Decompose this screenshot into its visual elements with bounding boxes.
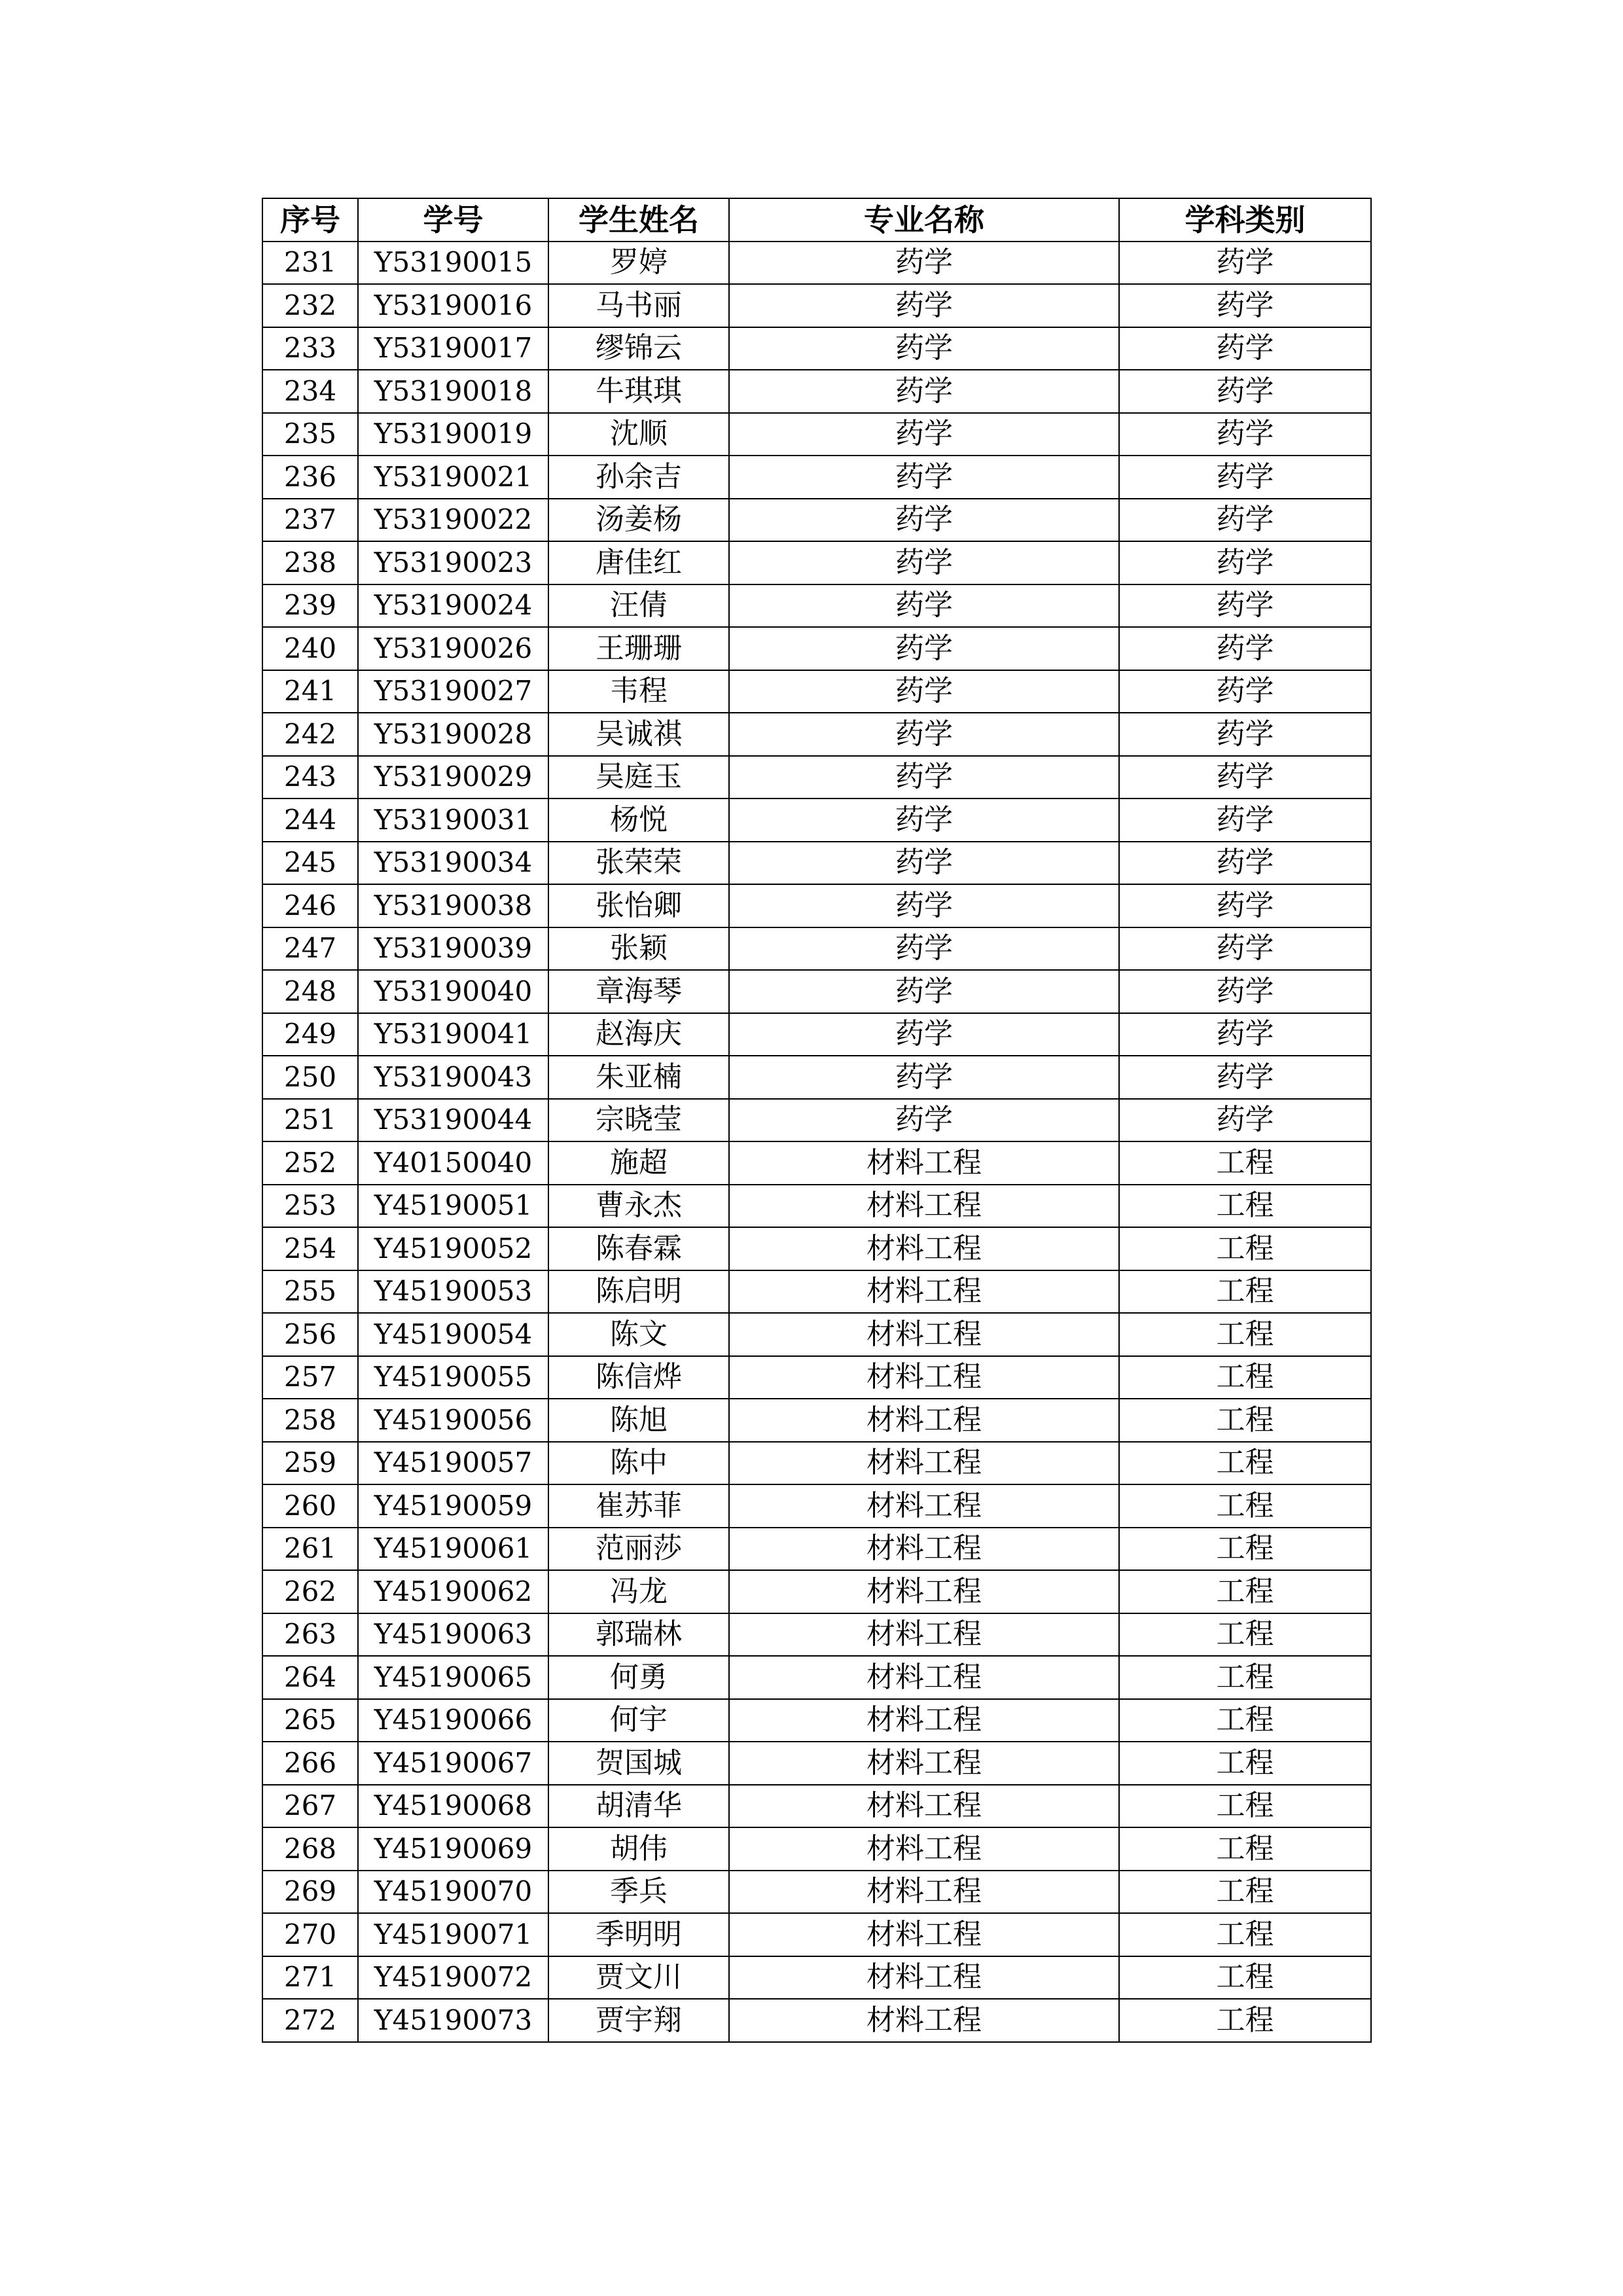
cell-student-name: 季兵 bbox=[548, 1871, 729, 1914]
cell-student-name: 吴庭玉 bbox=[548, 756, 729, 799]
cell-seq: 251 bbox=[262, 1099, 358, 1142]
table-row bbox=[262, 627, 1371, 670]
cell-student-name: 唐佳红 bbox=[548, 541, 729, 584]
cell-discipline: 工程 bbox=[1119, 1613, 1371, 1657]
cell-student-id: Y45190070 bbox=[358, 1871, 548, 1914]
cell-student-id: Y45190061 bbox=[358, 1528, 548, 1571]
table-row bbox=[262, 884, 1371, 927]
cell-major: 材料工程 bbox=[729, 1871, 1119, 1914]
cell-major: 材料工程 bbox=[729, 1913, 1119, 1956]
cell-seq: 238 bbox=[262, 541, 358, 584]
cell-student-id: Y45190072 bbox=[358, 1956, 548, 2000]
table-row bbox=[262, 927, 1371, 971]
cell-seq: 246 bbox=[262, 884, 358, 927]
cell-student-name: 施超 bbox=[548, 1141, 729, 1185]
table-row bbox=[262, 1871, 1371, 1914]
cell-major: 药学 bbox=[729, 927, 1119, 971]
cell-student-name: 张颖 bbox=[548, 927, 729, 971]
cell-student-name: 贺国城 bbox=[548, 1742, 729, 1785]
cell-discipline: 工程 bbox=[1119, 1356, 1371, 1399]
cell-discipline: 药学 bbox=[1119, 327, 1371, 370]
table-row bbox=[262, 584, 1371, 628]
cell-discipline: 工程 bbox=[1119, 1313, 1371, 1356]
table-row bbox=[262, 1699, 1371, 1742]
cell-student-id: Y45190062 bbox=[358, 1570, 548, 1613]
cell-major: 药学 bbox=[729, 370, 1119, 413]
cell-student-id: Y45190059 bbox=[358, 1484, 548, 1528]
cell-student-name: 张怡卿 bbox=[548, 884, 729, 927]
cell-seq: 257 bbox=[262, 1356, 358, 1399]
cell-student-id: Y53190038 bbox=[358, 884, 548, 927]
cell-major: 材料工程 bbox=[729, 1484, 1119, 1528]
cell-seq: 239 bbox=[262, 584, 358, 628]
table-row bbox=[262, 1227, 1371, 1270]
cell-seq: 252 bbox=[262, 1141, 358, 1185]
header-student-name: 学生姓名 bbox=[548, 198, 729, 242]
cell-student-id: Y53190018 bbox=[358, 370, 548, 413]
table-row bbox=[262, 798, 1371, 842]
cell-seq: 268 bbox=[262, 1827, 358, 1871]
cell-major: 材料工程 bbox=[729, 1785, 1119, 1828]
cell-student-name: 罗婷 bbox=[548, 242, 729, 285]
cell-student-id: Y45190055 bbox=[358, 1356, 548, 1399]
cell-discipline: 药学 bbox=[1119, 242, 1371, 285]
cell-discipline: 工程 bbox=[1119, 1528, 1371, 1571]
cell-student-name: 沈顺 bbox=[548, 413, 729, 456]
cell-major: 材料工程 bbox=[729, 1656, 1119, 1699]
cell-student-id: Y40150040 bbox=[358, 1141, 548, 1185]
cell-seq: 264 bbox=[262, 1656, 358, 1699]
cell-student-id: Y53190041 bbox=[358, 1013, 548, 1056]
cell-student-name: 何宇 bbox=[548, 1699, 729, 1742]
cell-seq: 249 bbox=[262, 1013, 358, 1056]
cell-student-id: Y53190034 bbox=[358, 842, 548, 885]
student-list-table bbox=[262, 198, 1372, 2043]
cell-major: 药学 bbox=[729, 842, 1119, 885]
cell-student-id: Y45190054 bbox=[358, 1313, 548, 1356]
cell-student-id: Y45190063 bbox=[358, 1613, 548, 1657]
cell-student-id: Y53190029 bbox=[358, 756, 548, 799]
cell-discipline: 工程 bbox=[1119, 1913, 1371, 1956]
cell-student-name: 朱亚楠 bbox=[548, 1056, 729, 1099]
cell-student-id: Y45190068 bbox=[358, 1785, 548, 1828]
cell-major: 药学 bbox=[729, 884, 1119, 927]
cell-discipline: 药学 bbox=[1119, 1013, 1371, 1056]
cell-student-id: Y53190039 bbox=[358, 927, 548, 971]
cell-student-id: Y45190057 bbox=[358, 1442, 548, 1485]
cell-student-name: 陈中 bbox=[548, 1442, 729, 1485]
cell-student-id: Y45190052 bbox=[358, 1227, 548, 1270]
cell-student-name: 张荣荣 bbox=[548, 842, 729, 885]
cell-seq: 245 bbox=[262, 842, 358, 885]
cell-seq: 234 bbox=[262, 370, 358, 413]
cell-student-id: Y53190017 bbox=[358, 327, 548, 370]
table-row bbox=[262, 413, 1371, 456]
table-row bbox=[262, 242, 1371, 285]
cell-seq: 236 bbox=[262, 456, 358, 499]
table-row bbox=[262, 1270, 1371, 1314]
cell-major: 材料工程 bbox=[729, 1442, 1119, 1485]
cell-major: 药学 bbox=[729, 670, 1119, 713]
cell-major: 材料工程 bbox=[729, 1956, 1119, 2000]
cell-student-id: Y45190066 bbox=[358, 1699, 548, 1742]
table-row bbox=[262, 499, 1371, 542]
header-student-id: 学号 bbox=[358, 198, 548, 242]
cell-major: 材料工程 bbox=[729, 1185, 1119, 1228]
cell-discipline: 工程 bbox=[1119, 1785, 1371, 1828]
cell-student-id: Y53190024 bbox=[358, 584, 548, 628]
cell-major: 药学 bbox=[729, 627, 1119, 670]
cell-student-name: 贾宇翔 bbox=[548, 1999, 729, 2042]
cell-student-name: 郭瑞林 bbox=[548, 1613, 729, 1657]
cell-student-name: 陈旭 bbox=[548, 1399, 729, 1442]
cell-student-id: Y45190073 bbox=[358, 1999, 548, 2042]
table-row bbox=[262, 1999, 1371, 2042]
cell-major: 药学 bbox=[729, 327, 1119, 370]
cell-seq: 233 bbox=[262, 327, 358, 370]
cell-major: 材料工程 bbox=[729, 1999, 1119, 2042]
cell-discipline: 药学 bbox=[1119, 970, 1371, 1013]
table-row bbox=[262, 1785, 1371, 1828]
cell-student-name: 陈启明 bbox=[548, 1270, 729, 1314]
cell-student-id: Y45190071 bbox=[358, 1913, 548, 1956]
cell-student-id: Y53190028 bbox=[358, 713, 548, 756]
cell-discipline: 工程 bbox=[1119, 1827, 1371, 1871]
cell-seq: 243 bbox=[262, 756, 358, 799]
cell-major: 药学 bbox=[729, 970, 1119, 1013]
cell-discipline: 工程 bbox=[1119, 1956, 1371, 2000]
cell-student-name: 韦程 bbox=[548, 670, 729, 713]
table-row bbox=[262, 284, 1371, 327]
cell-major: 药学 bbox=[729, 713, 1119, 756]
cell-student-name: 贾文川 bbox=[548, 1956, 729, 2000]
cell-discipline: 工程 bbox=[1119, 1699, 1371, 1742]
cell-student-name: 季明明 bbox=[548, 1913, 729, 1956]
cell-student-id: Y45190069 bbox=[358, 1827, 548, 1871]
cell-student-id: Y45190067 bbox=[358, 1742, 548, 1785]
cell-seq: 259 bbox=[262, 1442, 358, 1485]
table-row bbox=[262, 1827, 1371, 1871]
table-row bbox=[262, 1442, 1371, 1485]
cell-major: 药学 bbox=[729, 242, 1119, 285]
header-discipline: 学科类别 bbox=[1119, 198, 1371, 242]
table-row bbox=[262, 456, 1371, 499]
cell-student-id: Y53190016 bbox=[358, 284, 548, 327]
cell-discipline: 药学 bbox=[1119, 842, 1371, 885]
cell-student-id: Y45190065 bbox=[358, 1656, 548, 1699]
cell-discipline: 工程 bbox=[1119, 1399, 1371, 1442]
cell-seq: 269 bbox=[262, 1871, 358, 1914]
table-row bbox=[262, 1528, 1371, 1571]
cell-student-id: Y53190040 bbox=[358, 970, 548, 1013]
cell-major: 材料工程 bbox=[729, 1399, 1119, 1442]
cell-discipline: 药学 bbox=[1119, 284, 1371, 327]
cell-discipline: 药学 bbox=[1119, 627, 1371, 670]
cell-seq: 263 bbox=[262, 1613, 358, 1657]
table-row bbox=[262, 1013, 1371, 1056]
cell-student-name: 牛琪琪 bbox=[548, 370, 729, 413]
cell-seq: 260 bbox=[262, 1484, 358, 1528]
table-row bbox=[262, 970, 1371, 1013]
header-major: 专业名称 bbox=[729, 198, 1119, 242]
cell-seq: 262 bbox=[262, 1570, 358, 1613]
table-row bbox=[262, 1956, 1371, 2000]
cell-student-id: Y53190026 bbox=[358, 627, 548, 670]
cell-seq: 253 bbox=[262, 1185, 358, 1228]
cell-student-name: 崔苏菲 bbox=[548, 1484, 729, 1528]
cell-discipline: 工程 bbox=[1119, 1442, 1371, 1485]
table-row bbox=[262, 1742, 1371, 1785]
table-row bbox=[262, 713, 1371, 756]
cell-seq: 240 bbox=[262, 627, 358, 670]
cell-discipline: 药学 bbox=[1119, 413, 1371, 456]
cell-student-name: 章海琴 bbox=[548, 970, 729, 1013]
cell-discipline: 工程 bbox=[1119, 1656, 1371, 1699]
cell-discipline: 药学 bbox=[1119, 670, 1371, 713]
cell-seq: 272 bbox=[262, 1999, 358, 2042]
cell-discipline: 药学 bbox=[1119, 584, 1371, 628]
cell-discipline: 药学 bbox=[1119, 1056, 1371, 1099]
table-row bbox=[262, 1356, 1371, 1399]
cell-seq: 232 bbox=[262, 284, 358, 327]
cell-seq: 231 bbox=[262, 242, 358, 285]
cell-student-name: 杨悦 bbox=[548, 798, 729, 842]
cell-discipline: 药学 bbox=[1119, 541, 1371, 584]
cell-student-id: Y53190019 bbox=[358, 413, 548, 456]
cell-seq: 244 bbox=[262, 798, 358, 842]
cell-seq: 256 bbox=[262, 1313, 358, 1356]
cell-discipline: 工程 bbox=[1119, 1227, 1371, 1270]
cell-seq: 235 bbox=[262, 413, 358, 456]
table-row bbox=[262, 842, 1371, 885]
cell-student-name: 胡清华 bbox=[548, 1785, 729, 1828]
cell-discipline: 工程 bbox=[1119, 1185, 1371, 1228]
cell-major: 材料工程 bbox=[729, 1570, 1119, 1613]
cell-student-name: 何勇 bbox=[548, 1656, 729, 1699]
table-row bbox=[262, 1656, 1371, 1699]
cell-student-name: 汤姜杨 bbox=[548, 499, 729, 542]
table-row bbox=[262, 370, 1371, 413]
cell-discipline: 工程 bbox=[1119, 1742, 1371, 1785]
cell-major: 材料工程 bbox=[729, 1270, 1119, 1314]
cell-major: 材料工程 bbox=[729, 1227, 1119, 1270]
cell-major: 药学 bbox=[729, 1056, 1119, 1099]
table-row bbox=[262, 1313, 1371, 1356]
cell-student-id: Y45190056 bbox=[358, 1399, 548, 1442]
cell-major: 药学 bbox=[729, 584, 1119, 628]
cell-student-name: 汪倩 bbox=[548, 584, 729, 628]
cell-major: 材料工程 bbox=[729, 1699, 1119, 1742]
cell-student-name: 马书丽 bbox=[548, 284, 729, 327]
cell-major: 药学 bbox=[729, 499, 1119, 542]
cell-student-name: 王珊珊 bbox=[548, 627, 729, 670]
cell-major: 药学 bbox=[729, 541, 1119, 584]
cell-discipline: 药学 bbox=[1119, 1099, 1371, 1142]
cell-discipline: 药学 bbox=[1119, 756, 1371, 799]
cell-discipline: 工程 bbox=[1119, 1871, 1371, 1914]
cell-discipline: 工程 bbox=[1119, 1484, 1371, 1528]
table-row bbox=[262, 1141, 1371, 1185]
cell-discipline: 药学 bbox=[1119, 713, 1371, 756]
cell-seq: 254 bbox=[262, 1227, 358, 1270]
table-row bbox=[262, 1913, 1371, 1956]
cell-major: 药学 bbox=[729, 798, 1119, 842]
cell-student-name: 胡伟 bbox=[548, 1827, 729, 1871]
cell-student-name: 吴诚祺 bbox=[548, 713, 729, 756]
cell-student-name: 陈文 bbox=[548, 1313, 729, 1356]
cell-discipline: 药学 bbox=[1119, 884, 1371, 927]
cell-seq: 237 bbox=[262, 499, 358, 542]
cell-student-id: Y53190022 bbox=[358, 499, 548, 542]
cell-seq: 250 bbox=[262, 1056, 358, 1099]
cell-student-name: 宗晓莹 bbox=[548, 1099, 729, 1142]
cell-discipline: 工程 bbox=[1119, 1270, 1371, 1314]
cell-major: 药学 bbox=[729, 1013, 1119, 1056]
table-row bbox=[262, 1099, 1371, 1142]
cell-student-name: 孙余吉 bbox=[548, 456, 729, 499]
cell-student-name: 曹永杰 bbox=[548, 1185, 729, 1228]
cell-major: 药学 bbox=[729, 456, 1119, 499]
cell-student-id: Y53190043 bbox=[358, 1056, 548, 1099]
cell-major: 材料工程 bbox=[729, 1313, 1119, 1356]
table-row bbox=[262, 1185, 1371, 1228]
cell-major: 材料工程 bbox=[729, 1528, 1119, 1571]
cell-major: 材料工程 bbox=[729, 1827, 1119, 1871]
cell-seq: 258 bbox=[262, 1399, 358, 1442]
cell-seq: 248 bbox=[262, 970, 358, 1013]
cell-discipline: 药学 bbox=[1119, 370, 1371, 413]
cell-student-name: 陈信烨 bbox=[548, 1356, 729, 1399]
cell-student-name: 范丽莎 bbox=[548, 1528, 729, 1571]
cell-discipline: 药学 bbox=[1119, 927, 1371, 971]
table-row bbox=[262, 1056, 1371, 1099]
cell-seq: 241 bbox=[262, 670, 358, 713]
table-row bbox=[262, 1484, 1371, 1528]
cell-seq: 255 bbox=[262, 1270, 358, 1314]
table-row bbox=[262, 541, 1371, 584]
cell-discipline: 药学 bbox=[1119, 456, 1371, 499]
cell-major: 药学 bbox=[729, 1099, 1119, 1142]
cell-seq: 261 bbox=[262, 1528, 358, 1571]
cell-student-id: Y45190053 bbox=[358, 1270, 548, 1314]
cell-student-name: 陈春霖 bbox=[548, 1227, 729, 1270]
cell-student-id: Y53190044 bbox=[358, 1099, 548, 1142]
cell-major: 药学 bbox=[729, 413, 1119, 456]
cell-student-id: Y53190021 bbox=[358, 456, 548, 499]
table-body bbox=[262, 242, 1371, 2042]
cell-student-name: 冯龙 bbox=[548, 1570, 729, 1613]
cell-student-id: Y53190023 bbox=[358, 541, 548, 584]
cell-student-name: 赵海庆 bbox=[548, 1013, 729, 1056]
cell-student-id: Y45190051 bbox=[358, 1185, 548, 1228]
cell-student-name: 缪锦云 bbox=[548, 327, 729, 370]
cell-major: 材料工程 bbox=[729, 1613, 1119, 1657]
cell-seq: 242 bbox=[262, 713, 358, 756]
cell-discipline: 药学 bbox=[1119, 798, 1371, 842]
table-row bbox=[262, 756, 1371, 799]
cell-major: 材料工程 bbox=[729, 1742, 1119, 1785]
table-header-row bbox=[262, 198, 1371, 242]
table-row bbox=[262, 670, 1371, 713]
cell-discipline: 工程 bbox=[1119, 1999, 1371, 2042]
cell-student-id: Y53190027 bbox=[358, 670, 548, 713]
cell-discipline: 工程 bbox=[1119, 1141, 1371, 1185]
cell-student-id: Y53190031 bbox=[358, 798, 548, 842]
cell-seq: 266 bbox=[262, 1742, 358, 1785]
header-seq: 序号 bbox=[262, 198, 358, 242]
cell-seq: 265 bbox=[262, 1699, 358, 1742]
cell-student-id: Y53190015 bbox=[358, 242, 548, 285]
cell-major: 药学 bbox=[729, 756, 1119, 799]
table-row bbox=[262, 1399, 1371, 1442]
cell-discipline: 药学 bbox=[1119, 499, 1371, 542]
cell-major: 药学 bbox=[729, 284, 1119, 327]
cell-discipline: 工程 bbox=[1119, 1570, 1371, 1613]
cell-seq: 267 bbox=[262, 1785, 358, 1828]
cell-major: 材料工程 bbox=[729, 1141, 1119, 1185]
table-row bbox=[262, 327, 1371, 370]
cell-seq: 271 bbox=[262, 1956, 358, 2000]
cell-seq: 247 bbox=[262, 927, 358, 971]
cell-seq: 270 bbox=[262, 1913, 358, 1956]
table-row bbox=[262, 1570, 1371, 1613]
cell-major: 材料工程 bbox=[729, 1356, 1119, 1399]
table-row bbox=[262, 1613, 1371, 1657]
